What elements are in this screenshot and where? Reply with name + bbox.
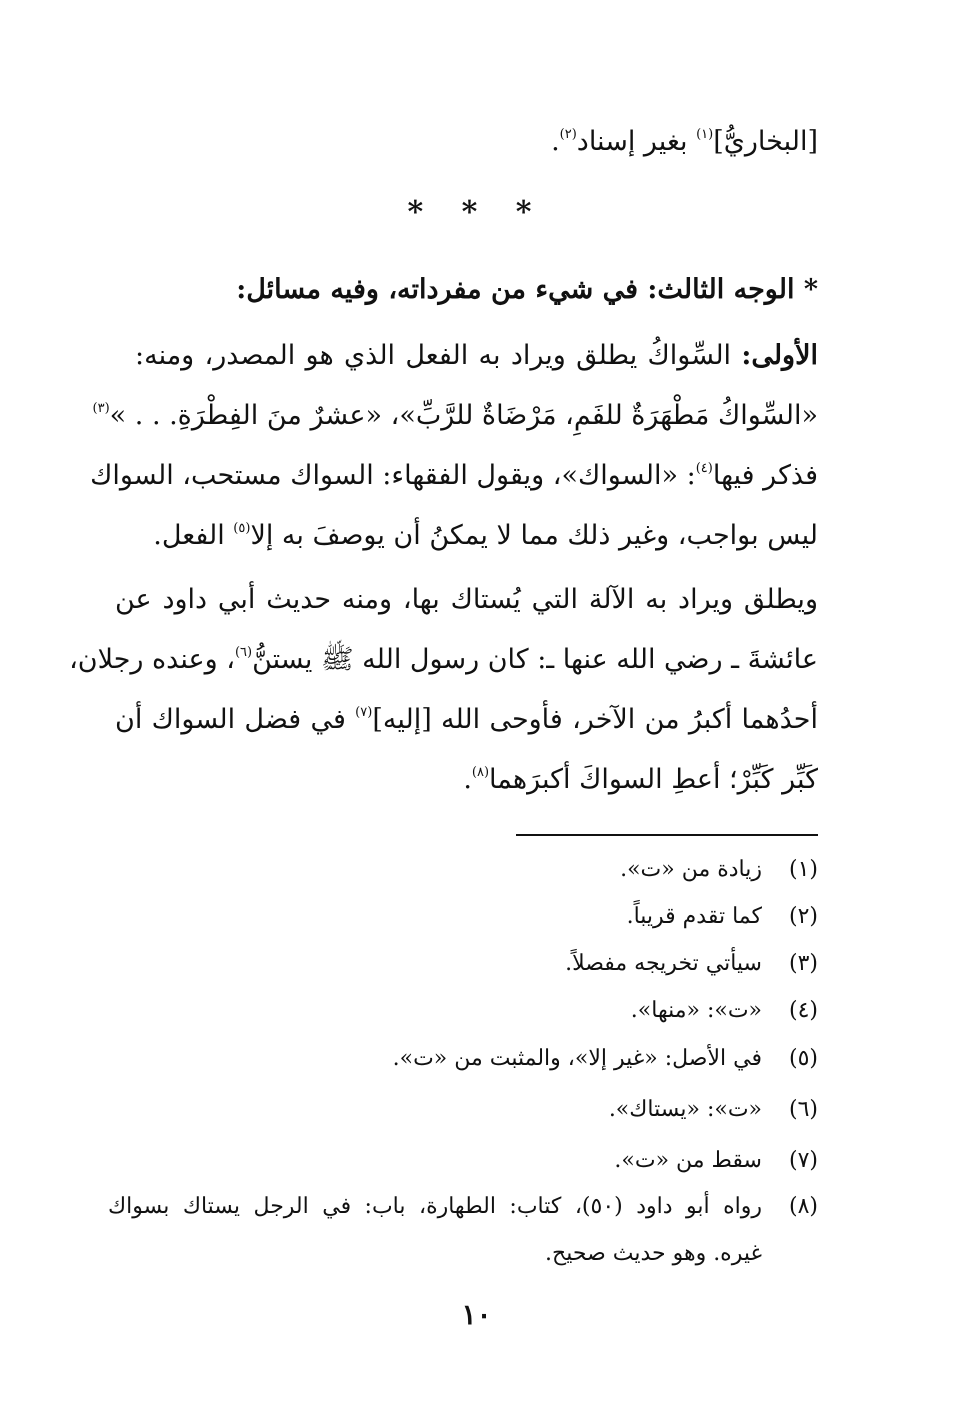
footnote-5 [393, 1043, 818, 1075]
footnote-text: «ت»: «منها». [630, 998, 762, 1023]
footnote-text: رواه أبو داود (٥٠)، كتاب: الطهارة، باب: في الرجل يستاك بسواك [108, 1194, 762, 1219]
footnote-ref-6[interactable]: (٦) [234, 645, 253, 660]
footnote-8-continuation: غيره. وهو حديث صحيح. [545, 1241, 762, 1266]
text-span: : «السواك»، ويقول الفقهاء: السواك مستحب، السواك [90, 460, 696, 491]
body-line-1 [551, 122, 818, 162]
para2-line-2 [69, 640, 818, 680]
footnote-ref-2[interactable]: (٢) [559, 127, 577, 142]
section-heading: * الوجه الثالث: في شيء من مفرداته، وفيه مسائل: [236, 274, 818, 305]
text-span: . [551, 126, 560, 157]
footnote-ref-4[interactable]: (٤) [695, 461, 713, 476]
text-span: . [463, 764, 472, 795]
para2-line-4 [463, 760, 818, 800]
para1-line-1 [135, 336, 818, 376]
footnote-number: (٥) [788, 1046, 818, 1071]
footnote-text: كما تقدم قريباً. [626, 904, 762, 929]
section-divider-stars: * * * [407, 195, 546, 230]
para2-line-1: ويطلق ويراد به الآلة التي يُستاك بها، ومنه حديث أبي داود عن [115, 584, 818, 615]
footnote-number: (٣) [788, 951, 818, 976]
para1-line-3 [90, 456, 818, 496]
para1-line-4 [153, 516, 818, 556]
para2-line-3 [115, 700, 818, 740]
footnote-6 [609, 1094, 818, 1126]
footnote-text: زيادة من «ت». [620, 857, 762, 882]
text-span: الفعل. [153, 520, 234, 551]
text-span: كَبِّر كَبِّرْ؛ أعطِ السواكَ أكبرَهما [489, 764, 818, 795]
footnote-8 [108, 1191, 818, 1223]
text-span: ، وعنده رجلان، [69, 644, 235, 675]
footnote-text: «ت»: «يستاك». [608, 1097, 762, 1122]
footnote-ref-7[interactable]: (٧) [355, 705, 373, 720]
footnote-separator [516, 834, 818, 836]
footnote-number: (٧) [788, 1148, 818, 1173]
footnote-number: (٢) [788, 904, 818, 929]
text-span: بغير إسناد [576, 126, 697, 157]
text-span: أحدُهما أكبرُ من الآخر، فأوحى الله [إليه] [372, 704, 819, 735]
footnote-ref-5[interactable]: (٥) [233, 521, 251, 536]
footnote-number: (٨) [788, 1194, 818, 1219]
para1-line-2 [92, 396, 818, 436]
footnote-2 [627, 901, 818, 933]
text-span: السِّواكُ يطلق ويراد به الفعل الذي هو المصدر، ومنه: [135, 340, 742, 371]
footnote-ref-8[interactable]: (٨) [471, 765, 490, 780]
footnote-text: في الأصل: «غير إلا»، والمثبت من «ت». [392, 1046, 762, 1071]
text-span: في فضل السواك أن [115, 704, 356, 735]
text-span: عائشةَ ـ رضي الله عنها ـ: كان رسول الله ﷺ يستنُّ [252, 644, 818, 675]
footnote-ref-3[interactable]: (٣) [92, 401, 110, 416]
para-lead: الأولى: [741, 340, 818, 371]
text-span: [البخاريُّ] [713, 126, 818, 157]
footnote-1 [620, 854, 818, 886]
footnote-ref-1[interactable]: (١) [696, 127, 714, 142]
footnote-7 [614, 1145, 818, 1177]
footnote-number: (١) [788, 857, 818, 882]
footnote-text: سقط من «ت». [614, 1148, 762, 1173]
footnote-4 [631, 995, 818, 1027]
footnote-number: (٤) [788, 998, 818, 1023]
page-number: ١٠ [461, 1298, 492, 1331]
footnote-3 [565, 948, 818, 980]
footnote-text: سيأتي تخريجه مفصلاً. [565, 951, 762, 976]
text-span: «السِّواكُ مَطْهَرَةٌ للفَمِ، مَرْضَاةٌ للرَّبِّ»، «عشرٌ منَ الفِطْرَةِ. . . » [109, 400, 818, 431]
text-span: فذكر فيها [712, 460, 818, 491]
footnote-number: (٦) [788, 1097, 818, 1122]
text-span: ليس بواجب، وغير ذلك مما لا يمكنُ أن يوصفَ به إلا [250, 520, 818, 551]
